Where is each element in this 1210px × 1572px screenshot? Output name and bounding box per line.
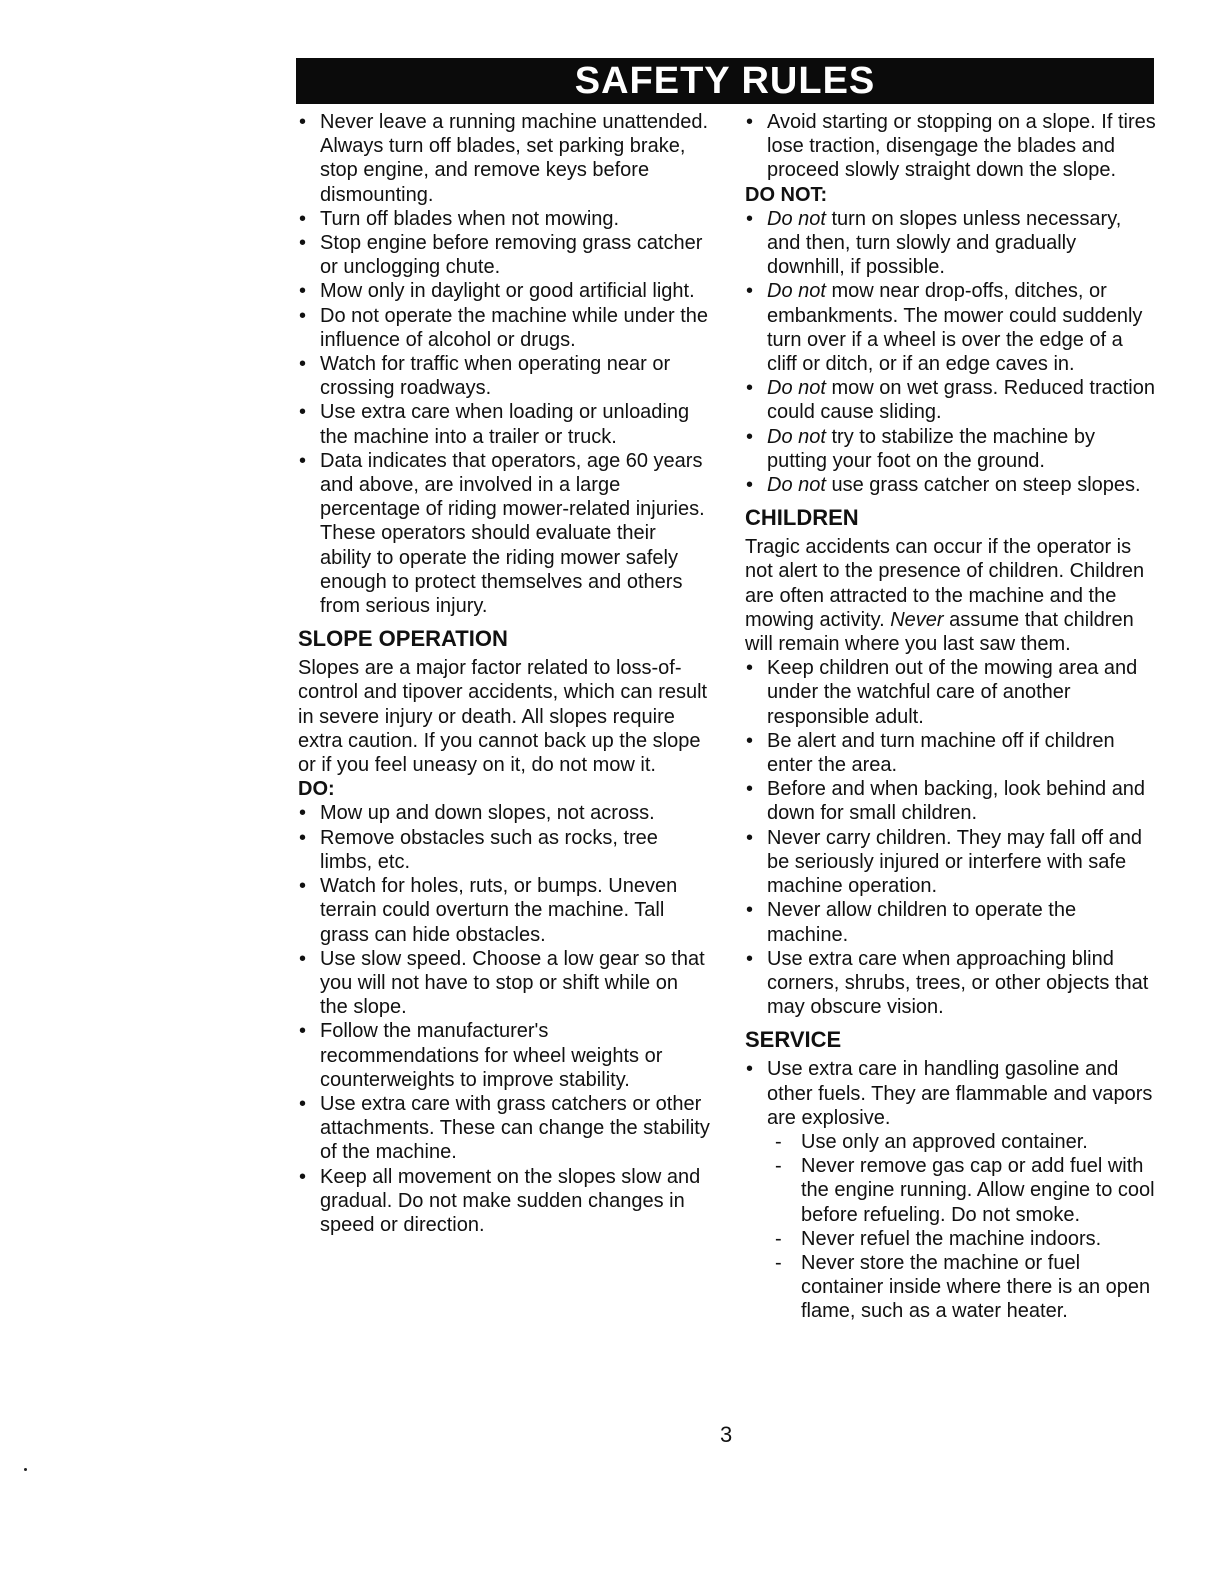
bullet-icon: •: [299, 280, 307, 303]
bullet-icon: •: [746, 778, 754, 801]
section-heading-service: SERVICE: [745, 1027, 842, 1053]
bullet-icon: •: [746, 657, 754, 680]
bullet-icon: •: [746, 280, 754, 303]
list-item: • Remove obstacles such as rocks, tree limbs, etc.: [299, 826, 658, 873]
bullet-icon: •: [299, 802, 307, 825]
bullet-icon: •: [299, 207, 307, 230]
list-item: • Mow up and down slopes, not across.: [299, 802, 655, 825]
dash-icon: -: [775, 1251, 782, 1274]
list-item: • Use extra care when loading or unloading the machine into a trailer or truck.: [299, 401, 690, 448]
sub-list-item: - Never store the machine or fuel container inside where there is an open flame, such as a water heater.: [775, 1251, 1151, 1323]
bullet-icon: •: [299, 111, 307, 133]
section-heading-children: CHILDREN: [745, 505, 859, 531]
list-item: • Be alert and turn machine off if children enter the area.: [746, 729, 1115, 777]
bullet-icon: •: [746, 899, 754, 922]
bullet-icon: •: [746, 474, 754, 497]
list-item: • Watch for holes, ruts, or bumps. Uneven terrain could overturn the machine. Tall grass can hide obstacles.: [299, 875, 678, 946]
list-item: • Do not try to stabilize the machine by putting your foot on the ground.: [746, 425, 1095, 472]
children-list: [745, 656, 1157, 1019]
list-item: • Before and when backing, look behind and down for small children.: [746, 778, 1146, 825]
dash-icon: -: [775, 1130, 782, 1153]
left-column: [298, 110, 710, 1237]
list-item: • Keep all movement on the slopes slow and gradual. Do not make sudden changes in speed or direction.: [299, 1165, 701, 1236]
list-item: • Do not mow near drop-offs, ditches, or embankments. The mower could suddenly turn over if a wheel is over the edge of a cliff or ditch, or if an edge caves in.: [746, 280, 1143, 376]
dash-icon: -: [775, 1155, 782, 1178]
do-list-continued: [745, 110, 1157, 183]
dash-icon: -: [775, 1227, 782, 1250]
list-item: • Stop engine before removing grass catcher or unclogging chute.: [299, 232, 703, 279]
bullet-icon: •: [299, 1165, 307, 1188]
page-title: SAFETY RULES: [296, 58, 1154, 104]
do-not-list: [745, 207, 1157, 497]
sub-list-item: - Never refuel the machine indoors.: [775, 1227, 1102, 1250]
list-item: • Turn off blades when not mowing.: [299, 207, 620, 230]
bullet-icon: •: [746, 111, 754, 133]
do-label: DO:: [298, 778, 335, 801]
bullet-icon: •: [299, 1092, 307, 1115]
list-item: • Do not operate the machine while under the influence of alcohol or drugs.: [299, 304, 709, 351]
bullet-icon: •: [746, 425, 754, 448]
list-item: • Use slow speed. Choose a low gear so that you will not have to stop or shift while on the slope.: [299, 947, 705, 1019]
list-item: • Use extra care with grass catchers or other attachments. These can change the stability of the machine.: [299, 1092, 710, 1164]
bullet-icon: •: [299, 401, 307, 424]
scan-speck: [24, 1468, 27, 1471]
bullet-icon: •: [299, 449, 307, 472]
section-heading-slope-operation: SLOPE OPERATION: [298, 626, 508, 652]
bullet-icon: •: [746, 729, 754, 752]
bullet-icon: •: [299, 353, 307, 376]
list-item: • Avoid starting or stopping on a slope. If tires lose traction, disengage the blades and proceed slowly straight down the slope.: [746, 111, 1156, 182]
bullet-icon: •: [299, 232, 307, 255]
list-item: • Never carry children. They may fall off and be seriously injured or interfere with safe machine operation.: [746, 826, 1142, 898]
list-item: • Do not turn on slopes unless necessary, and then, turn slowly and gradually downhill, if possible.: [746, 207, 1122, 279]
do-not-label: DO NOT:: [745, 183, 828, 206]
sub-list-item: - Never remove gas cap or add fuel with the engine running. Allow engine to cool before refueling. Do not smoke.: [775, 1155, 1155, 1226]
bullet-icon: •: [746, 1058, 754, 1081]
bullet-icon: •: [746, 207, 754, 230]
list-item: • Use extra care when approaching blind corners, shrubs, trees, or other objects that may obscure vision.: [746, 947, 1149, 1019]
page-number: 3: [720, 1422, 733, 1447]
list-item: • Watch for traffic when operating near or crossing roadways.: [299, 353, 671, 400]
right-column: [745, 110, 1157, 1324]
bullet-icon: •: [746, 947, 754, 970]
do-list: [298, 801, 710, 1237]
list-item: • Do not use grass catcher on steep slopes.: [746, 474, 1141, 497]
sub-list-item: - Use only an approved container.: [775, 1130, 1088, 1153]
bullet-icon: •: [299, 826, 307, 849]
list-item: • Never leave a running machine unattended. Always turn off blades, set parking brake, stop engine, and remove keys before dismounting.: [299, 111, 709, 206]
bullet-icon: •: [746, 826, 754, 849]
list-item: • Mow only in daylight or good artificial light.: [299, 280, 695, 303]
list-item: • Use extra care in handling gasoline and other fuels. They are flammable and vapors are explosive.: [746, 1058, 1153, 1129]
slope-intro: Slopes are a major factor related to loss-of-control and tipover accidents, which can result in severe injury or death. All slopes require extra caution. If you cannot back up the slope or if you feel uneasy on it, do not mow it.: [298, 657, 708, 777]
list-item: • Follow the manufacturer's recommendations for wheel weights or counterweights to improve stability.: [299, 1020, 663, 1091]
bullet-icon: •: [746, 377, 754, 400]
general-safety-list: [298, 110, 710, 618]
list-item: • Keep children out of the mowing area and under the watchful care of another responsible adult.: [746, 657, 1138, 728]
list-item: • Never allow children to operate the machine.: [746, 899, 1077, 946]
bullet-icon: •: [299, 947, 307, 970]
bullet-icon: •: [299, 304, 307, 327]
bullet-icon: •: [299, 1020, 307, 1043]
list-item: • Data indicates that operators, age 60 years and above, are involved in a large percentage of riding mower-related injuries. These operators should evaluate their ability to operate the riding mower safely enough to protect themselves and others from serious injury.: [299, 449, 705, 618]
bullet-icon: •: [299, 875, 307, 898]
children-intro: Tragic accidents can occur if the operator is not alert to the presence of children. Children are often attracted to the machine and the mowing activity. Never assume that children will remain where you last saw them.: [745, 536, 1145, 656]
service-list: [745, 1057, 1157, 1323]
list-item: • Do not mow on wet grass. Reduced traction could cause sliding.: [746, 377, 1155, 424]
